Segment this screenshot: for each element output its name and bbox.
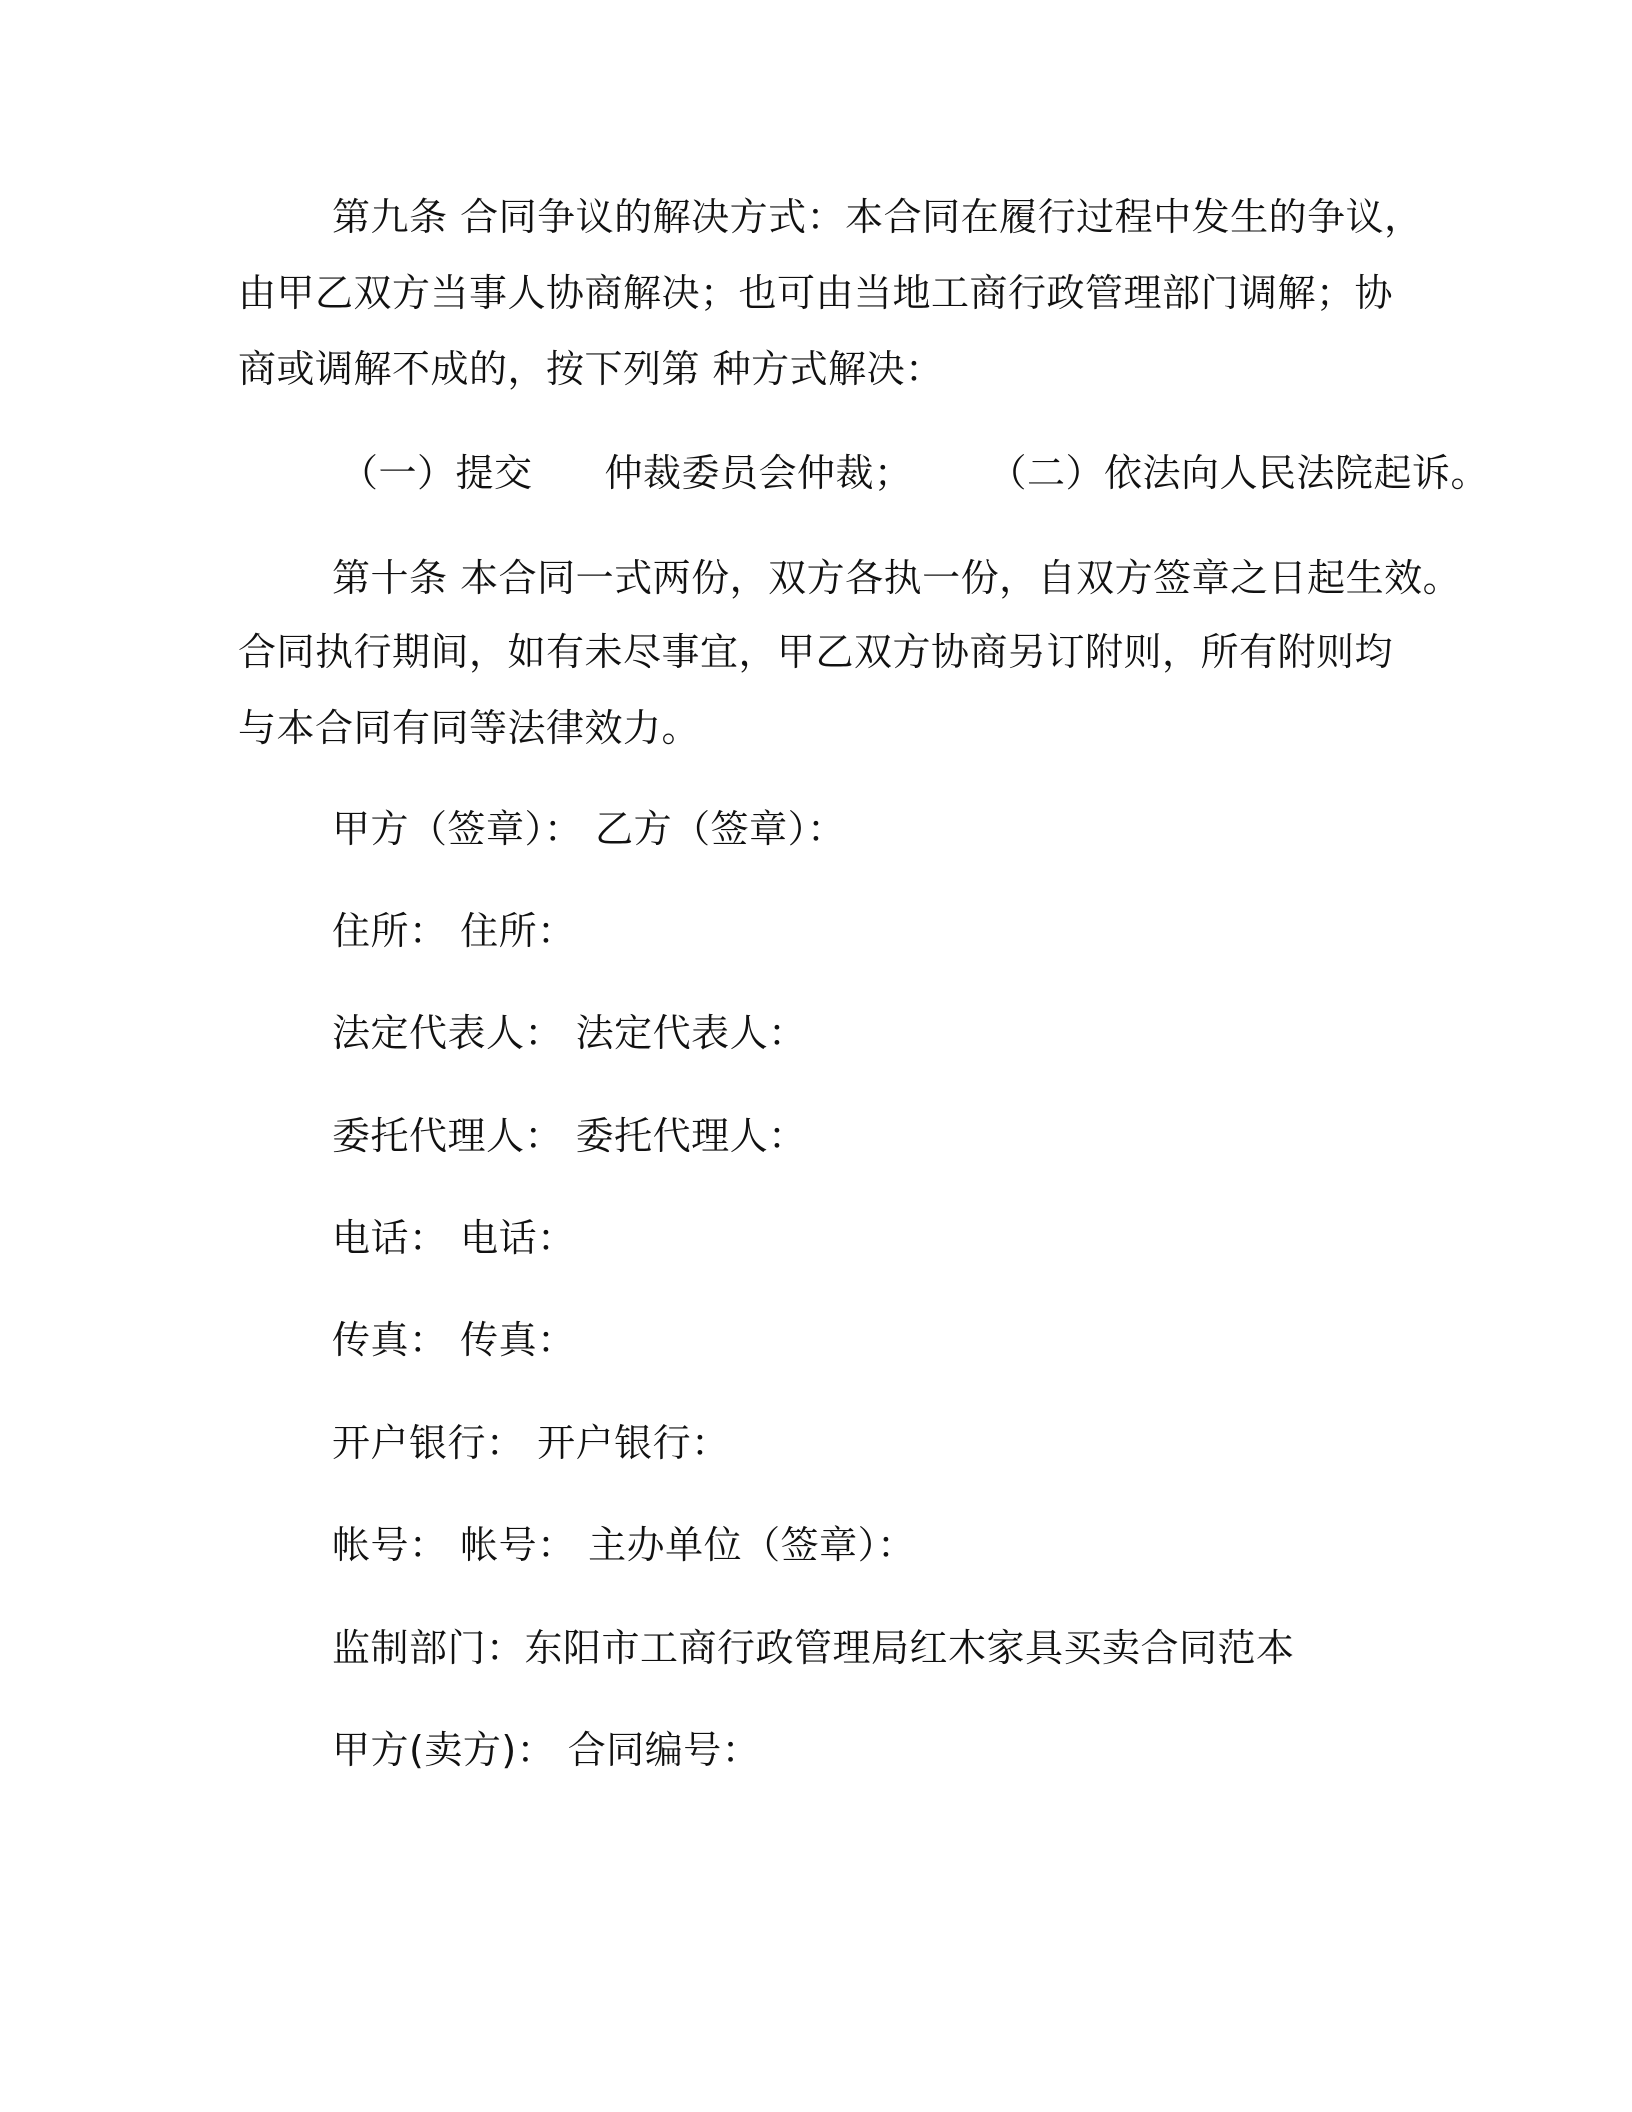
field-seller-contract-no: 甲方(卖方)： 合同编号： — [332, 1728, 761, 1772]
field-supervisor: 监制部门：东阳市工商行政管理局红木家具买卖合同范本 — [332, 1626, 1295, 1670]
option1-prefix: （一）提交 — [340, 451, 533, 495]
article10-line1: 第十条 本合同一式两份，双方各执一份，自双方签章之日起生效。 — [332, 556, 1462, 600]
field-account: 帐号： 帐号： 主办单位（签章）： — [332, 1523, 916, 1567]
field-legal-representative: 法定代表人： 法定代表人： — [332, 1011, 807, 1055]
field-bank: 开户银行： 开户银行： — [332, 1421, 730, 1465]
article10-line2: 合同执行期间，如有未尽事宜，甲乙双方协商另订附则，所有附则均 — [238, 630, 1394, 674]
article9-line3: 商或调解不成的，按下列第 种方式解决： — [238, 347, 944, 391]
article9-line1: 第九条 合同争议的解决方式：本合同在履行过程中发生的争议， — [332, 195, 1423, 239]
field-party-signatures: 甲方（签章）： 乙方（签章）： — [332, 807, 846, 851]
dispute-options — [340, 448, 1489, 498]
field-phone: 电话： 电话： — [332, 1216, 576, 1260]
field-fax: 传真： 传真： — [332, 1318, 576, 1362]
article10-line3: 与本合同有同等法律效力。 — [238, 706, 701, 750]
article9-line2: 由甲乙双方当事人协商解决；也可由当地工商行政管理部门调解；协 — [238, 271, 1394, 315]
option2: （二）依法向人民法院起诉。 — [988, 451, 1490, 495]
field-address: 住所： 住所： — [332, 909, 576, 953]
option1-suffix: 仲裁委员会仲裁； — [604, 451, 913, 495]
field-authorized-agent: 委托代理人： 委托代理人： — [332, 1114, 807, 1158]
